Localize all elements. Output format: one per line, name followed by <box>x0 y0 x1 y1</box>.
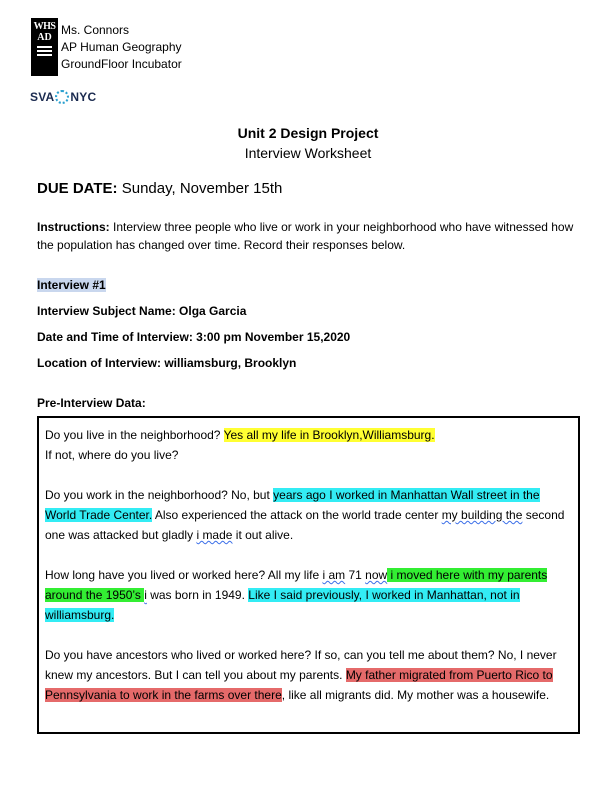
answer-text: second one was attacked but gladly <box>45 508 565 542</box>
interview-location: Location of Interview: williamsburg, Brooklyn <box>37 356 297 370</box>
pre-interview-answers[interactable] <box>37 416 580 734</box>
course-name: AP Human Geography <box>61 40 182 54</box>
instructions <box>37 218 582 254</box>
header-info <box>61 22 182 73</box>
spellcheck-text: i made <box>196 528 233 542</box>
highlight-red: My father migrated from Puerto Rico to Pennsylvania to work in the farms over there <box>45 668 553 702</box>
answer-work <box>45 485 572 545</box>
interview-subject: Interview Subject Name: Olga Garcia <box>37 304 247 318</box>
answer-text: 71 <box>345 568 366 582</box>
highlight-cyan: Like I said previously, I worked in Manhattan, not in williamsburg. <box>45 588 520 622</box>
question-work: Do you work in the neighborhood? No, but <box>45 488 274 502</box>
logo-text-top: WHS <box>33 21 56 32</box>
spellcheck-text: i am <box>322 568 346 582</box>
answer-text: , like all migrants did. My mother was a housewife. <box>281 688 550 702</box>
highlight-yellow: Yes all my life in Brooklyn,Williamsburg. <box>223 428 435 442</box>
column-icon <box>37 46 52 56</box>
answer-text: was born in 1949. <box>146 588 249 602</box>
answer-live <box>45 425 572 465</box>
instructions-label: Instructions: <box>37 220 110 234</box>
question-how-long: How long have you lived or worked here? All my life <box>45 568 323 582</box>
due-date-label: DUE DATE: <box>37 180 118 197</box>
nyc-text: NYC <box>70 90 97 104</box>
sva-nyc-logo <box>30 90 96 104</box>
whs-ad-logo <box>31 18 58 76</box>
document-title: Unit 2 Design Project <box>237 125 379 141</box>
sva-text: SVA <box>30 90 55 104</box>
answer-how-long <box>45 565 572 625</box>
pre-interview-label: Pre-Interview Data: <box>37 396 146 410</box>
interview-heading <box>37 278 106 292</box>
teacher-name: Ms. Connors <box>61 23 130 37</box>
spellcheck-text: i <box>144 588 147 602</box>
due-date <box>37 180 282 197</box>
document-subtitle: Interview Worksheet <box>244 145 372 161</box>
instructions-text: Interview three people who live or work in your neighborhood who have witnessed how the population has changed over time. Record their responses below. <box>37 220 574 252</box>
highlight-green: i moved here with my parents around the 1950’s <box>45 568 548 602</box>
due-date-value: Sunday, November 15th <box>117 180 283 197</box>
question-live: Do you live in the neighborhood? <box>45 428 224 442</box>
spellcheck-text: now <box>365 568 388 582</box>
interview-heading-text: Interview #1 <box>37 278 106 292</box>
answer-text: Also experienced the attack on the world trade center <box>152 508 442 522</box>
question-ancestors: Do you have ancestors who lived or worked here? If so, can you tell me about them? No, I never knew my ancestors. But I can tell you about my parents. <box>45 648 557 682</box>
spellcheck-text: my building the <box>441 508 523 522</box>
answer-text: it out alive. <box>232 528 294 542</box>
interview-datetime: Date and Time of Interview: 3:00 pm November 15,2020 <box>37 330 351 344</box>
answer-ancestors <box>45 645 572 705</box>
highlight-cyan: years ago I worked in Manhattan Wall street in the World Trade Center. <box>45 488 540 522</box>
question-where: If not, where do you live? <box>45 448 179 462</box>
logo-text-mid: AD <box>37 32 52 43</box>
program-name: GroundFloor Incubator <box>61 57 182 71</box>
gear-icon <box>55 90 69 104</box>
